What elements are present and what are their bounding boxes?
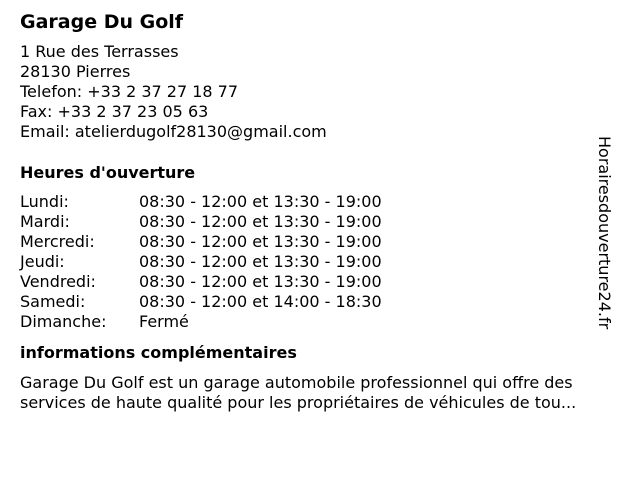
- business-card: [20, 10, 620, 413]
- hours-value: 08:30 - 12:00 et 13:30 - 19:00: [139, 252, 382, 271]
- hours-value: 08:30 - 12:00 et 13:30 - 19:00: [139, 192, 382, 211]
- day-label: Mardi:: [20, 212, 70, 231]
- hours-row-wednesday: [20, 232, 620, 252]
- hours-value: 08:30 - 12:00 et 13:30 - 19:00: [139, 232, 382, 251]
- day-label: Samedi:: [20, 292, 86, 311]
- site-brand-vertical: Horairesdouverture24.fr: [595, 136, 614, 330]
- hours-row-saturday: [20, 292, 620, 312]
- address-street: 1 Rue des Terrasses: [20, 42, 179, 61]
- hours-row-thursday: [20, 252, 620, 272]
- day-label: Jeudi:: [20, 252, 65, 271]
- hours-row-sunday: [20, 312, 620, 332]
- phone-number: Telefon: +33 2 37 27 18 77: [20, 82, 239, 101]
- additional-info-heading: informations complémentaires: [20, 343, 297, 362]
- hours-value: 08:30 - 12:00 et 14:00 - 18:30: [139, 292, 382, 311]
- day-label: Vendredi:: [20, 272, 96, 291]
- hours-row-friday: [20, 272, 620, 292]
- hours-value: 08:30 - 12:00 et 13:30 - 19:00: [139, 212, 382, 231]
- hours-row-tuesday: [20, 212, 620, 232]
- hours-value: Fermé: [139, 312, 189, 331]
- hours-row-monday: [20, 192, 620, 212]
- business-description: Garage Du Golf est un garage automobile professionnel qui offre des services de haute qualité pour les propriétaires de véhicules de tou...: [20, 373, 577, 412]
- business-name: Garage Du Golf: [20, 11, 184, 33]
- day-label: Mercredi:: [20, 232, 95, 251]
- opening-hours-table: [20, 192, 620, 332]
- fax-number: Fax: +33 2 37 23 05 63: [20, 102, 209, 121]
- day-label: Dimanche:: [20, 312, 107, 331]
- opening-hours-heading: Heures d'ouverture: [20, 163, 196, 182]
- email-address: Email: atelierdugolf28130@gmail.com: [20, 122, 327, 141]
- hours-value: 08:30 - 12:00 et 13:30 - 19:00: [139, 272, 382, 291]
- day-label: Lundi:: [20, 192, 69, 211]
- address-city: 28130 Pierres: [20, 62, 131, 81]
